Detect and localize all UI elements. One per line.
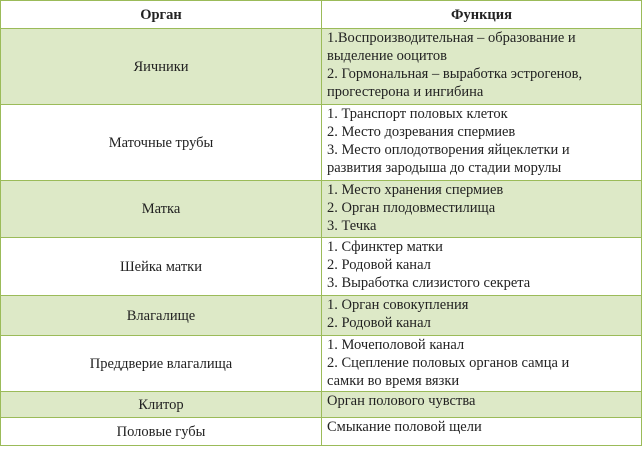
table-row xyxy=(1,105,642,181)
header-function: Функция xyxy=(322,1,642,29)
function-line: 2. Орган плодовместилища xyxy=(327,200,496,216)
function-line: 2. Родовой канал xyxy=(327,315,431,331)
function-cell xyxy=(322,29,642,105)
organ-cell: Яичники xyxy=(1,29,322,105)
function-line: 3. Течка xyxy=(327,218,377,234)
function-cell xyxy=(322,392,642,418)
function-line: 3. Выработка слизистого секрета xyxy=(327,275,531,291)
function-line: 2. Гормональная – выработка эстрогенов, xyxy=(327,66,583,82)
table-row xyxy=(1,181,642,238)
function-line: Орган полового чувства xyxy=(327,393,476,409)
organ-cell: Матка xyxy=(1,181,322,238)
function-cell xyxy=(322,238,642,296)
function-cell xyxy=(322,336,642,392)
table-row xyxy=(1,418,642,446)
function-line: 2. Родовой канал xyxy=(327,257,431,273)
function-line: 2. Место дозревания спермиев xyxy=(327,124,516,140)
header-row xyxy=(1,1,642,29)
table-row xyxy=(1,238,642,296)
table-row xyxy=(1,392,642,418)
organ-cell: Маточные трубы xyxy=(1,105,322,181)
header-organ: Орган xyxy=(1,1,322,29)
function-line: 1. Транспорт половых клеток xyxy=(327,106,508,122)
function-cell xyxy=(322,418,642,446)
function-line: 1. Сфинктер матки xyxy=(327,239,443,255)
organ-cell: Преддверие влагалища xyxy=(1,336,322,392)
table-row xyxy=(1,336,642,392)
function-cell xyxy=(322,181,642,238)
organ-cell: Влагалище xyxy=(1,296,322,336)
function-cell xyxy=(322,105,642,181)
table-row xyxy=(1,296,642,336)
function-line: Смыкание половой щели xyxy=(327,419,482,435)
function-line: 1. Место хранения спермиев xyxy=(327,182,504,198)
function-line: 1.Воспроизводительная – образование и xyxy=(327,30,576,46)
function-line: самки во время вязки xyxy=(327,373,460,389)
organ-cell: Половые губы xyxy=(1,418,322,446)
function-line: прогестерона и ингибина xyxy=(327,84,484,100)
organ-cell: Шейка матки xyxy=(1,238,322,296)
function-line: 2. Сцепление половых органов самца и xyxy=(327,355,570,371)
function-line: 3. Место оплодотворения яйцеклетки и xyxy=(327,142,570,158)
function-line: 1. Орган совокупления xyxy=(327,297,469,313)
function-line: выделение ооцитов xyxy=(327,48,447,64)
function-line: развития зародыша до стадии морулы xyxy=(327,160,562,176)
function-cell xyxy=(322,296,642,336)
function-line: 1. Мочеполовой канал xyxy=(327,337,465,353)
organ-cell: Клитор xyxy=(1,392,322,418)
table-row xyxy=(1,29,642,105)
